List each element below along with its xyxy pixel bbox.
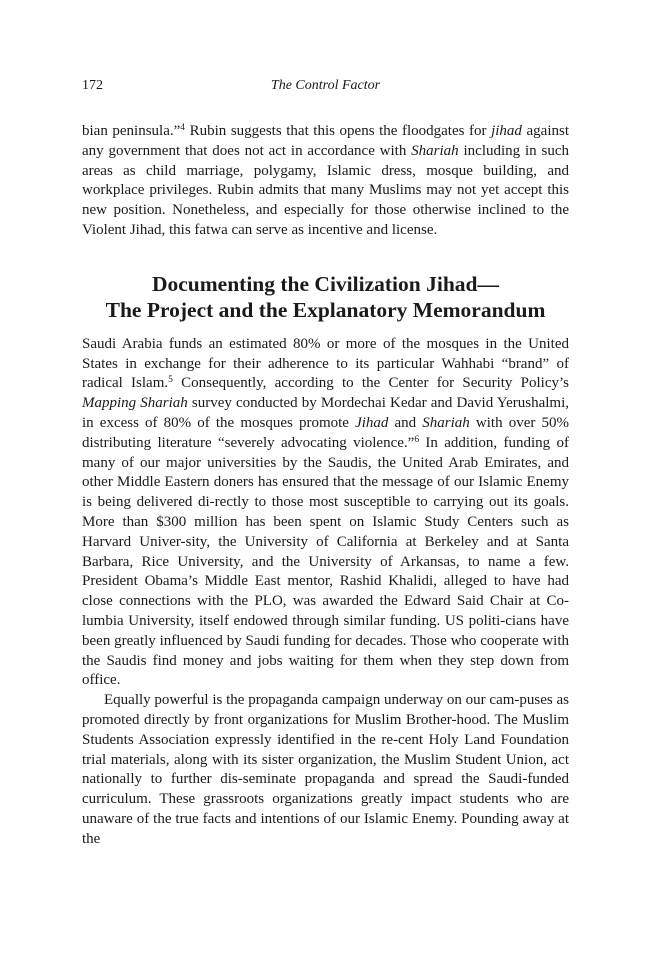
book-page — [82, 78, 569, 850]
text-run: against any government that does not act in accordance with — [82, 123, 569, 159]
section-heading — [82, 271, 569, 323]
page-number: 172 — [82, 78, 103, 93]
text-run: including in such areas as child marriage, polygamy, Islamic dress, mosque building, and workplace privileges. Rubin admits that many Muslims may not yet accept this new position. Nonetheless, and especially for those otherwise inclined to the Violent Jihad, this fatwa can serve as incentive and license. — [82, 142, 569, 238]
text-run: Rubin suggests that this opens the floodgates for — [185, 123, 492, 139]
paragraph-2 — [82, 335, 569, 691]
footnote-marker: 4 — [180, 123, 186, 133]
text-run: survey conducted by Mordechai Kedar and David Yerushalmi, in excess of 80% of the mosques promote — [82, 395, 569, 431]
paragraph-1 — [82, 122, 569, 241]
italic-text: Mapping Shariah — [82, 395, 188, 412]
text-run: and — [388, 414, 423, 431]
running-head — [82, 78, 569, 102]
footnote-marker: 5 — [168, 375, 173, 386]
italic-text: Shariah — [422, 414, 470, 431]
running-title: The Control Factor — [270, 78, 381, 93]
paragraph-3 — [82, 691, 569, 849]
section-heading-line-2: The Project and the Explanatory Memorandum — [105, 297, 546, 322]
text-run: with over 50% distributing literature “severely advocating violence.” — [82, 414, 569, 451]
text-run: Saudi Arabia funds an estimated 80% or more of the mosques in the United States in exchange for their adherence to its particular Wahhabi “brand” of radical Islam. — [82, 335, 569, 392]
italic-text: Shariah — [411, 142, 459, 159]
section-heading-line-1: Documenting the Civilization Jihad— — [151, 271, 499, 296]
text-run: Consequently, according to the Center for Security Policy’s — [172, 375, 569, 392]
footnote-marker: 6 — [414, 434, 420, 445]
text-run: In addition, funding of many of our major universities by the Saudis, the United Arab Emirates, and other Middle Eastern doners has ensured that the message of our Islamic Enemy is being delivered di-rectly to those most susceptible to carrying out its goals. More than $300 million has been spent on Islamic Study Centers such as Harvard Univer-sity, the University of California at Berkeley and at Santa Barbara, Rice University, and the University of Arkansas, to name a few. President Obama’s Middle East mentor, Rashid Khalidi, alleged to have had close connections with the PLO, was awarded the Edward Said Chair at Co-lumbia University, itself endowed through similar funding. US politi-cians have been greatly influenced by Saudi funding for decades. Those who cooperate with the Saudis find money and jobs waiting for them when they step down from office. — [82, 434, 569, 689]
text-run: Equally powerful is the propaganda campaign underway on our cam-puses as promoted directly by front organizations for Muslim Brother-hood. The Muslim Students Association expressly identified in the re-cent Holy Land Foundation trial materials, along with its sister organization, the Muslim Student Union, act nationally to further dis-seminate propaganda and spread the Saudi-funded curriculum. These grassroots organizations greatly impact students who are unaware of the true facts and intentions of our Islamic Enemy. Pounding away at the — [82, 692, 569, 847]
text-run: bian peninsula.” — [82, 123, 181, 139]
italic-text: Jihad — [355, 414, 389, 431]
italic-text: jihad — [491, 123, 522, 139]
